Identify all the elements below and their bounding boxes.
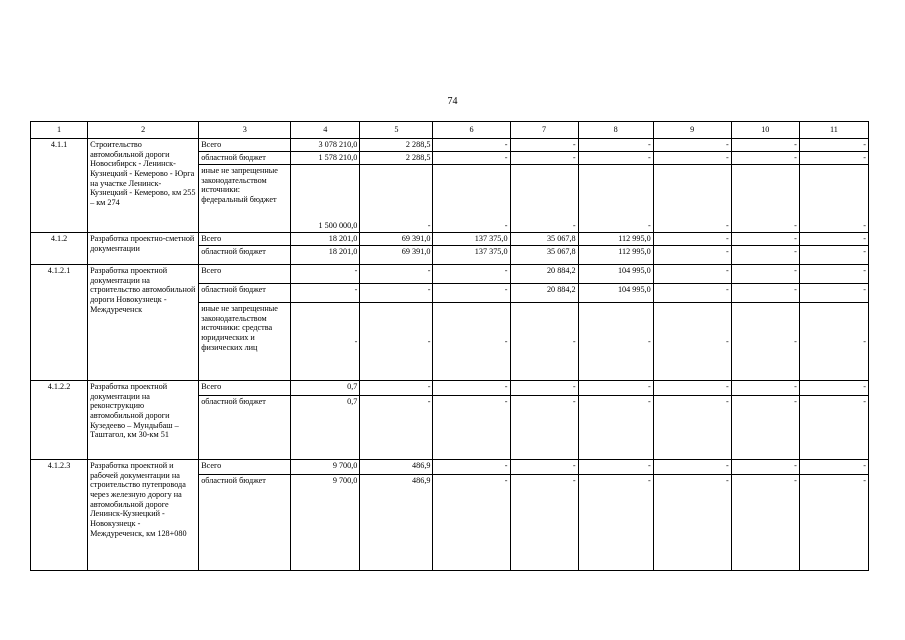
value-cell: - <box>653 475 731 571</box>
value-cell: 1 578 210,0 <box>291 152 360 165</box>
value-cell: - <box>433 152 510 165</box>
value-cell: 20 884,2 <box>510 265 578 284</box>
value-cell: - <box>360 303 433 381</box>
funding-source: иные не запрещенные законодательством источники: федеральный бюджет <box>199 165 291 233</box>
column-header: 11 <box>799 122 868 139</box>
table-row <box>31 233 869 246</box>
value-cell: - <box>731 139 799 152</box>
value-cell: - <box>731 152 799 165</box>
value-cell: - <box>510 460 578 475</box>
value-cell: 2 288,5 <box>360 139 433 152</box>
value-cell: - <box>731 396 799 460</box>
value-cell: - <box>799 152 868 165</box>
table-row <box>31 265 869 284</box>
value-cell: - <box>433 265 510 284</box>
column-header: 5 <box>360 122 433 139</box>
row-code: 4.1.2.1 <box>31 265 88 381</box>
value-cell: - <box>653 265 731 284</box>
value-cell: 18 201,0 <box>291 246 360 265</box>
value-cell: - <box>578 139 653 152</box>
budget-table <box>30 121 869 571</box>
value-cell: - <box>799 381 868 396</box>
value-cell: - <box>653 246 731 265</box>
column-header: 6 <box>433 122 510 139</box>
value-cell: 35 067,8 <box>510 233 578 246</box>
value-cell: - <box>510 475 578 571</box>
table-row <box>31 460 869 475</box>
value-cell: - <box>731 246 799 265</box>
value-cell: 3 078 210,0 <box>291 139 360 152</box>
value-cell: - <box>799 165 868 233</box>
value-cell: 35 067,8 <box>510 246 578 265</box>
value-cell: - <box>799 460 868 475</box>
column-header: 4 <box>291 122 360 139</box>
value-cell: - <box>799 233 868 246</box>
column-header: 8 <box>578 122 653 139</box>
column-header: 3 <box>199 122 291 139</box>
value-cell: - <box>653 460 731 475</box>
value-cell: - <box>578 165 653 233</box>
column-header: 2 <box>88 122 199 139</box>
value-cell: 104 995,0 <box>578 265 653 284</box>
value-cell: - <box>360 165 433 233</box>
value-cell: 1 500 000,0 <box>291 165 360 233</box>
value-cell: - <box>653 284 731 303</box>
column-header: 10 <box>731 122 799 139</box>
value-cell: - <box>360 396 433 460</box>
value-cell: 9 700,0 <box>291 460 360 475</box>
value-cell: - <box>731 381 799 396</box>
value-cell: - <box>731 475 799 571</box>
value-cell: - <box>433 460 510 475</box>
table-body <box>31 139 869 571</box>
row-name: Строительство автомобильной дороги Новосибирск - Ленинск-Кузнецкий - Кемерово - Юрга на участке Ленинск-Кузнецкий - Кемерово, км 255 – км 274 <box>88 139 199 233</box>
value-cell: - <box>510 139 578 152</box>
value-cell: - <box>799 303 868 381</box>
value-cell: - <box>653 139 731 152</box>
value-cell: 9 700,0 <box>291 475 360 571</box>
value-cell: - <box>653 381 731 396</box>
value-cell: - <box>360 265 433 284</box>
value-cell: - <box>799 284 868 303</box>
value-cell: - <box>653 165 731 233</box>
value-cell: - <box>799 475 868 571</box>
value-cell: - <box>291 284 360 303</box>
value-cell: - <box>578 152 653 165</box>
value-cell: 20 884,2 <box>510 284 578 303</box>
value-cell: - <box>731 233 799 246</box>
value-cell: - <box>433 396 510 460</box>
value-cell: - <box>731 284 799 303</box>
column-header: 1 <box>31 122 88 139</box>
table-row <box>31 139 869 152</box>
row-code: 4.1.2.2 <box>31 381 88 460</box>
value-cell: - <box>291 303 360 381</box>
value-cell: - <box>653 396 731 460</box>
funding-source: Всего <box>199 265 291 284</box>
value-cell: - <box>578 396 653 460</box>
value-cell: 112 995,0 <box>578 233 653 246</box>
row-name: Разработка проектной и рабочей документации на строительство путепровода через железную дорогу на автомобильной дороге Ленинск-Кузнецкий - Новокузнецк - Междуреченск, км 128+080 <box>88 460 199 571</box>
value-cell: - <box>731 165 799 233</box>
funding-source: областной бюджет <box>199 396 291 460</box>
value-cell: - <box>433 381 510 396</box>
row-code: 4.1.2.3 <box>31 460 88 571</box>
table-row <box>31 381 869 396</box>
value-cell: 69 391,0 <box>360 233 433 246</box>
funding-source: Всего <box>199 381 291 396</box>
value-cell: - <box>653 303 731 381</box>
value-cell: - <box>510 152 578 165</box>
page-number: 74 <box>447 96 458 107</box>
value-cell: - <box>510 381 578 396</box>
value-cell: 18 201,0 <box>291 233 360 246</box>
value-cell: - <box>291 265 360 284</box>
funding-source: областной бюджет <box>199 284 291 303</box>
value-cell: - <box>731 265 799 284</box>
value-cell: - <box>731 303 799 381</box>
value-cell: 137 375,0 <box>433 233 510 246</box>
value-cell: 69 391,0 <box>360 246 433 265</box>
funding-source: областной бюджет <box>199 152 291 165</box>
column-header: 7 <box>510 122 578 139</box>
funding-source: иные не запрещенные законодательством источники: средства юридических и физических лиц <box>199 303 291 381</box>
funding-source: областной бюджет <box>199 246 291 265</box>
row-name: Разработка проектно-сметной документации <box>88 233 199 265</box>
value-cell: - <box>433 165 510 233</box>
value-cell: 2 288,5 <box>360 152 433 165</box>
value-cell: 112 995,0 <box>578 246 653 265</box>
value-cell: - <box>433 139 510 152</box>
value-cell: - <box>510 165 578 233</box>
value-cell: 486,9 <box>360 475 433 571</box>
column-header: 9 <box>653 122 731 139</box>
value-cell: - <box>578 303 653 381</box>
value-cell: - <box>799 265 868 284</box>
row-code: 4.1.2 <box>31 233 88 265</box>
value-cell: 104 995,0 <box>578 284 653 303</box>
row-name: Разработка проектной документации на строительство автомобильной дороги Новокузнецк - Междуреченск <box>88 265 199 381</box>
value-cell: - <box>360 284 433 303</box>
funding-source: Всего <box>199 460 291 475</box>
value-cell: - <box>578 475 653 571</box>
value-cell: - <box>731 460 799 475</box>
funding-source: Всего <box>199 139 291 152</box>
funding-source: Всего <box>199 233 291 246</box>
value-cell: - <box>433 475 510 571</box>
value-cell: - <box>653 233 731 246</box>
row-name: Разработка проектной документации на реконструкцию автомобильной дороги Кузедеево – Мундыбаш – Таштагол, км 30-км 51 <box>88 381 199 460</box>
row-code: 4.1.1 <box>31 139 88 233</box>
value-cell: - <box>799 396 868 460</box>
value-cell: - <box>799 139 868 152</box>
value-cell: - <box>653 152 731 165</box>
value-cell: - <box>433 284 510 303</box>
value-cell: - <box>433 303 510 381</box>
value-cell: 486,9 <box>360 460 433 475</box>
funding-source: областной бюджет <box>199 475 291 571</box>
value-cell: 0,7 <box>291 381 360 396</box>
value-cell: - <box>510 303 578 381</box>
value-cell: - <box>360 381 433 396</box>
value-cell: 137 375,0 <box>433 246 510 265</box>
value-cell: - <box>578 460 653 475</box>
value-cell: - <box>578 381 653 396</box>
value-cell: - <box>510 396 578 460</box>
value-cell: - <box>799 246 868 265</box>
value-cell: 0,7 <box>291 396 360 460</box>
table-header-row <box>31 122 869 139</box>
